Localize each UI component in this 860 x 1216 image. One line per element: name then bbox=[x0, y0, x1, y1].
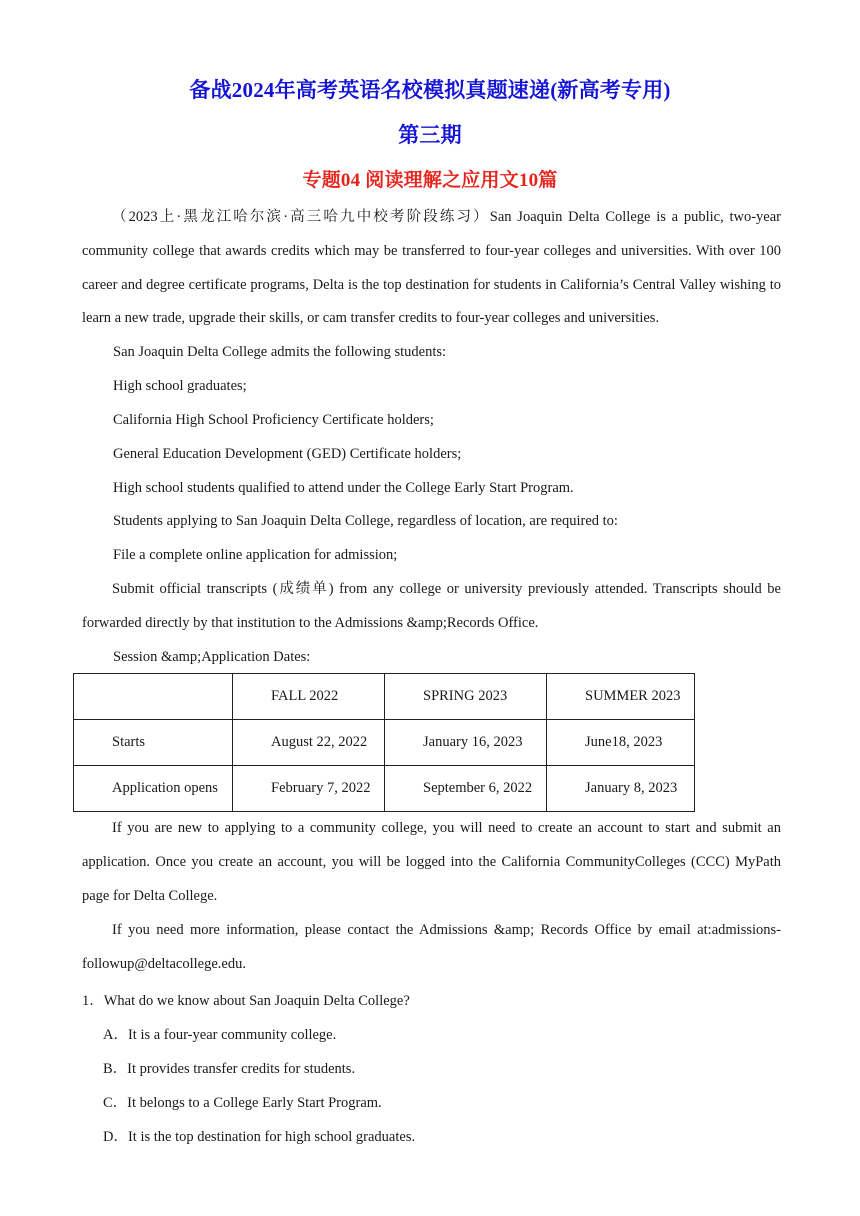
table-cell: February 7, 2022 bbox=[233, 766, 385, 812]
document-title: 备战2024年高考英语名校模拟真题速递(新高考专用) bbox=[189, 78, 671, 102]
table-cell: Starts bbox=[74, 720, 233, 766]
table-cell: January 16, 2023 bbox=[385, 720, 547, 766]
admits-heading: San Joaquin Delta College admits the following students: bbox=[113, 344, 447, 360]
question-stem: 1．What do we know about San Joaquin Delta College? bbox=[82, 993, 410, 1009]
admit-item: High school students qualified to attend under the College Early Start Program. bbox=[113, 480, 574, 496]
answer-option-d: D．It is the top destination for high school graduates. bbox=[103, 1129, 416, 1145]
admit-item: California High School Proficiency Certificate holders; bbox=[113, 412, 434, 428]
answer-option-c: C．It belongs to a College Early Start Program. bbox=[103, 1095, 382, 1111]
table-header-cell: FALL 2022 bbox=[233, 674, 385, 720]
table-cell bbox=[74, 674, 233, 720]
table-cell: June18, 2023 bbox=[547, 720, 695, 766]
requirement-item: Submit official transcripts (成绩单) from any college or university previously attended. Transcripts should be forwarded directly by that institution to the Admissions &amp;Records Office. bbox=[82, 581, 781, 631]
contact-paragraph: If you need more information, please contact the Admissions &amp; Records Office by email at:admissions-followup@deltacollege.edu. bbox=[82, 922, 781, 972]
new-applicants-paragraph: If you are new to applying to a community college, you will need to create an account to start and submit an application. Once you create an account, you will be logged into the California CommunityColleges (CCC) MyPath page for Delta College. bbox=[82, 820, 781, 904]
requirement-item: File a complete online application for admission; bbox=[113, 547, 398, 563]
admit-item: General Education Development (GED) Certificate holders; bbox=[113, 446, 462, 462]
answer-option-b: B．It provides transfer credits for students. bbox=[103, 1061, 356, 1077]
table-row bbox=[74, 720, 695, 766]
intro-paragraph: （2023上·黑龙江哈尔滨·高三哈九中校考阶段练习）San Joaquin Delta College is a public, two-year community college that awards credits which may be transferred to four-year colleges and universities. With over 100 career and degree certificate programs, Delta is the top destination for students in California’s Central Valley wishing to learn a new trade, upgrade their skills, or cam transfer credits to four-year colleges and universities. bbox=[82, 209, 781, 327]
answer-option-a: A．It is a four-year community college. bbox=[103, 1027, 337, 1043]
table-cell: September 6, 2022 bbox=[385, 766, 547, 812]
topic-heading: 专题04 阅读理解之应用文10篇 bbox=[302, 170, 558, 191]
issue-label: 第三期 bbox=[398, 123, 462, 147]
table-row bbox=[74, 766, 695, 812]
table-cell: Application opens bbox=[74, 766, 233, 812]
table-cell: January 8, 2023 bbox=[547, 766, 695, 812]
table-cell: August 22, 2022 bbox=[233, 720, 385, 766]
requirements-heading: Students applying to San Joaquin Delta College, regardless of location, are required to: bbox=[113, 513, 618, 529]
dates-heading: Session &amp;Application Dates: bbox=[113, 649, 311, 665]
table-header-cell: SPRING 2023 bbox=[385, 674, 547, 720]
schedule-table bbox=[73, 673, 695, 812]
table-header-row bbox=[74, 674, 695, 720]
table-header-cell: SUMMER 2023 bbox=[547, 674, 695, 720]
admit-item: High school graduates; bbox=[113, 378, 247, 394]
